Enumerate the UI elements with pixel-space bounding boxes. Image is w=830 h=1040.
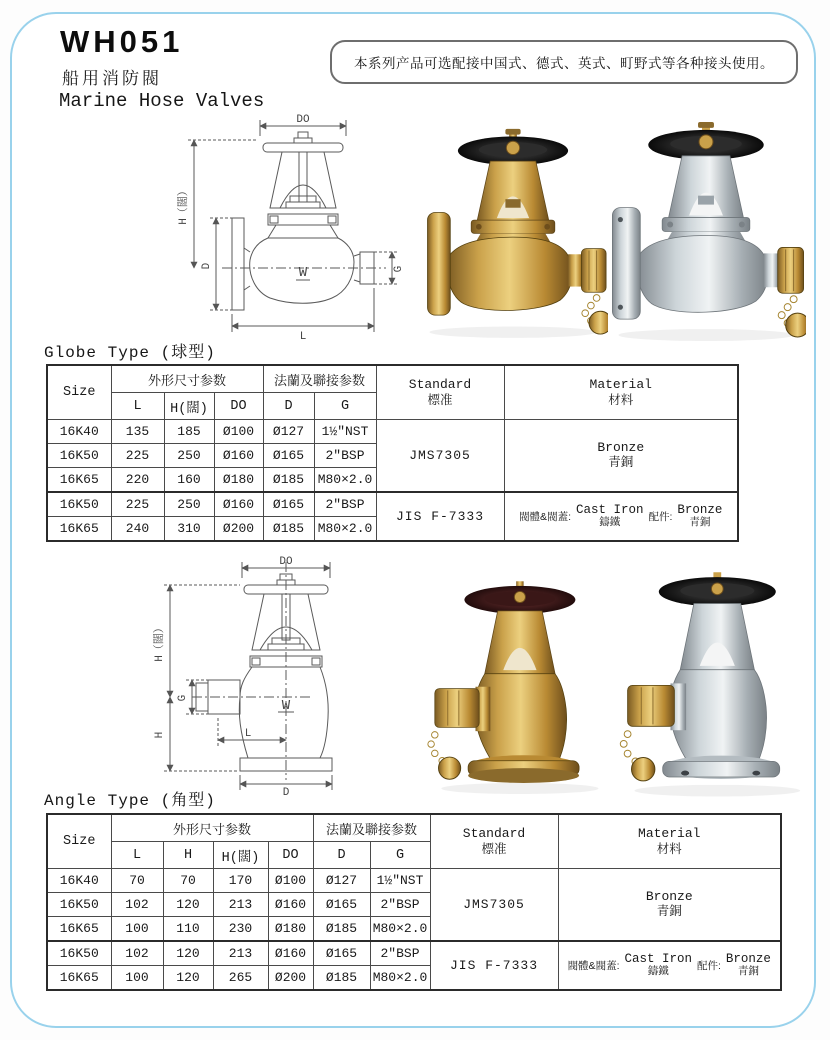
angle-section-heading: Angle Type (角型)	[44, 792, 216, 810]
table-cell: Ø185	[263, 468, 314, 493]
dim-l-label: L	[299, 331, 307, 342]
table-cell: 135	[111, 420, 164, 444]
table-cell: Ø185	[313, 966, 370, 991]
col-header-h-open: H(闊)	[213, 842, 268, 869]
inlet-flange	[428, 212, 451, 315]
col-header-do: DO	[214, 393, 263, 420]
table-cell: Ø160	[214, 444, 263, 468]
model-number: WH051	[60, 24, 184, 59]
table-cell: M80×2.0	[314, 517, 376, 542]
col-group-dimensions: 外形尺寸参数	[111, 365, 263, 393]
material-cell: Bronze 青銅	[558, 869, 781, 942]
table-cell: 16K50	[47, 941, 111, 966]
table-cell: 16K40	[47, 420, 111, 444]
table-row	[47, 869, 781, 893]
material-cell: 閥體&閥蓋: Cast Iron 鑄鐵 配件: Bronze 青銅	[504, 492, 738, 541]
base-flange	[663, 756, 780, 779]
hose-coupling	[628, 683, 687, 730]
product-title-english: Marine Hose Valves	[59, 90, 265, 112]
table-cell: 213	[213, 941, 268, 966]
table-cell: Ø100	[214, 420, 263, 444]
dim-h-label: H	[154, 731, 166, 739]
angle-valve-bronze-photo	[420, 566, 605, 801]
dim-do-label: DO	[296, 114, 310, 126]
table-cell: 2″BSP	[314, 492, 376, 517]
material-cell: Bronze 青銅	[504, 420, 738, 493]
table-cell: 16K50	[47, 444, 111, 468]
table-cell: 170	[213, 869, 268, 893]
body-w-mark: W	[298, 265, 308, 281]
col-header-standard: Standard 標准	[376, 365, 504, 420]
table-cell: Ø127	[263, 420, 314, 444]
col-header-standard: Standard 標准	[430, 814, 558, 869]
table-cell: 16K65	[47, 468, 111, 493]
handwheel-icon	[458, 136, 568, 165]
table-cell: Ø200	[268, 966, 313, 991]
table-cell: M80×2.0	[370, 917, 430, 942]
table-cell: 102	[111, 893, 163, 917]
table-cell: Ø160	[268, 941, 313, 966]
angle-spec-table	[46, 813, 782, 991]
dim-g-label: G	[393, 265, 405, 273]
col-header-material: Material 材料	[558, 814, 781, 869]
dim-d-label: D	[201, 262, 213, 270]
table-row	[47, 941, 781, 966]
globe-section-heading: Globe Type (球型)	[44, 344, 216, 362]
col-header-do: DO	[268, 842, 313, 869]
angle-valve-diagram	[148, 554, 398, 796]
col-header-g: G	[314, 393, 376, 420]
table-cell: 1½″NST	[370, 869, 430, 893]
dim-l-label: L	[244, 728, 252, 740]
table-cell: 16K65	[47, 966, 111, 991]
table-cell: Ø160	[268, 893, 313, 917]
cap-chain	[778, 296, 806, 337]
table-cell: 213	[213, 893, 268, 917]
base-flange	[468, 755, 579, 783]
table-cell: 120	[163, 941, 213, 966]
table-cell: 2″BSP	[370, 893, 430, 917]
hose-coupling	[568, 249, 606, 293]
globe-valve-bronze-photo	[418, 116, 608, 346]
col-header-d: D	[263, 393, 314, 420]
table-cell: 16K65	[47, 517, 111, 542]
table-cell: 220	[111, 468, 164, 493]
table-cell: 225	[111, 492, 164, 517]
table-cell: 110	[163, 917, 213, 942]
table-cell: 100	[111, 966, 163, 991]
table-cell: Ø180	[214, 468, 263, 493]
dim-d-label: D	[282, 787, 290, 796]
dim-do-label: DO	[279, 556, 293, 568]
table-cell: Ø165	[263, 444, 314, 468]
table-cell: Ø180	[268, 917, 313, 942]
material-cell: 閥體&閥蓋: Cast Iron 鑄鐵 配件: Bronze 青銅	[558, 941, 781, 990]
globe-spec-table	[46, 364, 739, 542]
note-text: 本系列产品可选配接中国式、德式、英式、町野式等各种接头使用。	[354, 56, 774, 71]
dim-g-label: G	[177, 694, 189, 702]
table-cell: Ø127	[313, 869, 370, 893]
table-cell: Ø100	[268, 869, 313, 893]
cap-chain	[582, 295, 608, 334]
table-cell: 160	[164, 468, 214, 493]
table-cell: M80×2.0	[314, 468, 376, 493]
table-cell: Ø185	[313, 917, 370, 942]
col-header-size: Size	[47, 365, 111, 420]
inlet-flange	[612, 208, 640, 320]
table-cell: 70	[111, 869, 163, 893]
note-box	[330, 40, 798, 84]
handwheel-icon	[648, 130, 764, 160]
col-header-material: Material 材料	[504, 365, 738, 420]
table-cell: 225	[111, 444, 164, 468]
table-cell: Ø165	[313, 893, 370, 917]
hose-coupling	[764, 247, 804, 293]
table-cell: 230	[213, 917, 268, 942]
table-cell: 16K50	[47, 893, 111, 917]
product-title-chinese: 船用消防閥	[62, 69, 162, 88]
table-cell: 250	[164, 492, 214, 517]
table-cell: 120	[163, 893, 213, 917]
angle-valve-iron-photo	[612, 560, 807, 800]
table-cell: 185	[164, 420, 214, 444]
table-cell: Ø200	[214, 517, 263, 542]
table-cell: 265	[213, 966, 268, 991]
valve-body	[637, 235, 768, 312]
table-cell: M80×2.0	[370, 966, 430, 991]
col-header-h-open: H(闊)	[164, 393, 214, 420]
table-cell: 310	[164, 517, 214, 542]
standard-cell: JIS F-7333	[430, 941, 558, 990]
globe-valve-iron-photo	[606, 112, 806, 346]
handwheel-icon	[659, 577, 776, 606]
body-w-mark: W	[281, 698, 291, 714]
table-cell: 120	[163, 966, 213, 991]
table-cell: 16K50	[47, 492, 111, 517]
table-row	[47, 420, 738, 444]
standard-cell: JMS7305	[376, 420, 504, 493]
table-cell: 240	[111, 517, 164, 542]
hose-coupling	[435, 687, 491, 731]
table-cell: 1½″NST	[314, 420, 376, 444]
standard-cell: JMS7305	[430, 869, 558, 942]
table-cell: 16K65	[47, 917, 111, 942]
table-row	[47, 492, 738, 517]
cap-chain	[428, 732, 461, 780]
table-cell: 16K40	[47, 869, 111, 893]
col-header-size: Size	[47, 814, 111, 869]
col-header-d: D	[313, 842, 370, 869]
table-cell: Ø165	[263, 492, 314, 517]
table-cell: 102	[111, 941, 163, 966]
valve-body	[447, 237, 572, 310]
table-cell: 2″BSP	[314, 444, 376, 468]
col-header-h: H	[163, 842, 213, 869]
col-group-dimensions: 外形尺寸参数	[111, 814, 313, 842]
handwheel-icon	[464, 586, 575, 614]
globe-valve-diagram	[170, 110, 410, 342]
col-group-flange: 法蘭及聯接参数	[313, 814, 430, 842]
dim-h-open-label: H（闊）	[154, 622, 166, 662]
col-header-l: L	[111, 842, 163, 869]
col-group-flange: 法蘭及聯接参数	[263, 365, 376, 393]
standard-cell: JIS F-7333	[376, 492, 504, 541]
table-cell: 70	[163, 869, 213, 893]
table-cell: 250	[164, 444, 214, 468]
table-cell: 100	[111, 917, 163, 942]
table-cell: 2″BSP	[370, 941, 430, 966]
cap-chain	[620, 731, 655, 781]
table-cell: Ø160	[214, 492, 263, 517]
col-header-g: G	[370, 842, 430, 869]
col-header-l: L	[111, 393, 164, 420]
table-cell: Ø165	[313, 941, 370, 966]
table-cell: Ø185	[263, 517, 314, 542]
dim-h-open-label: H（闊）	[178, 185, 190, 225]
